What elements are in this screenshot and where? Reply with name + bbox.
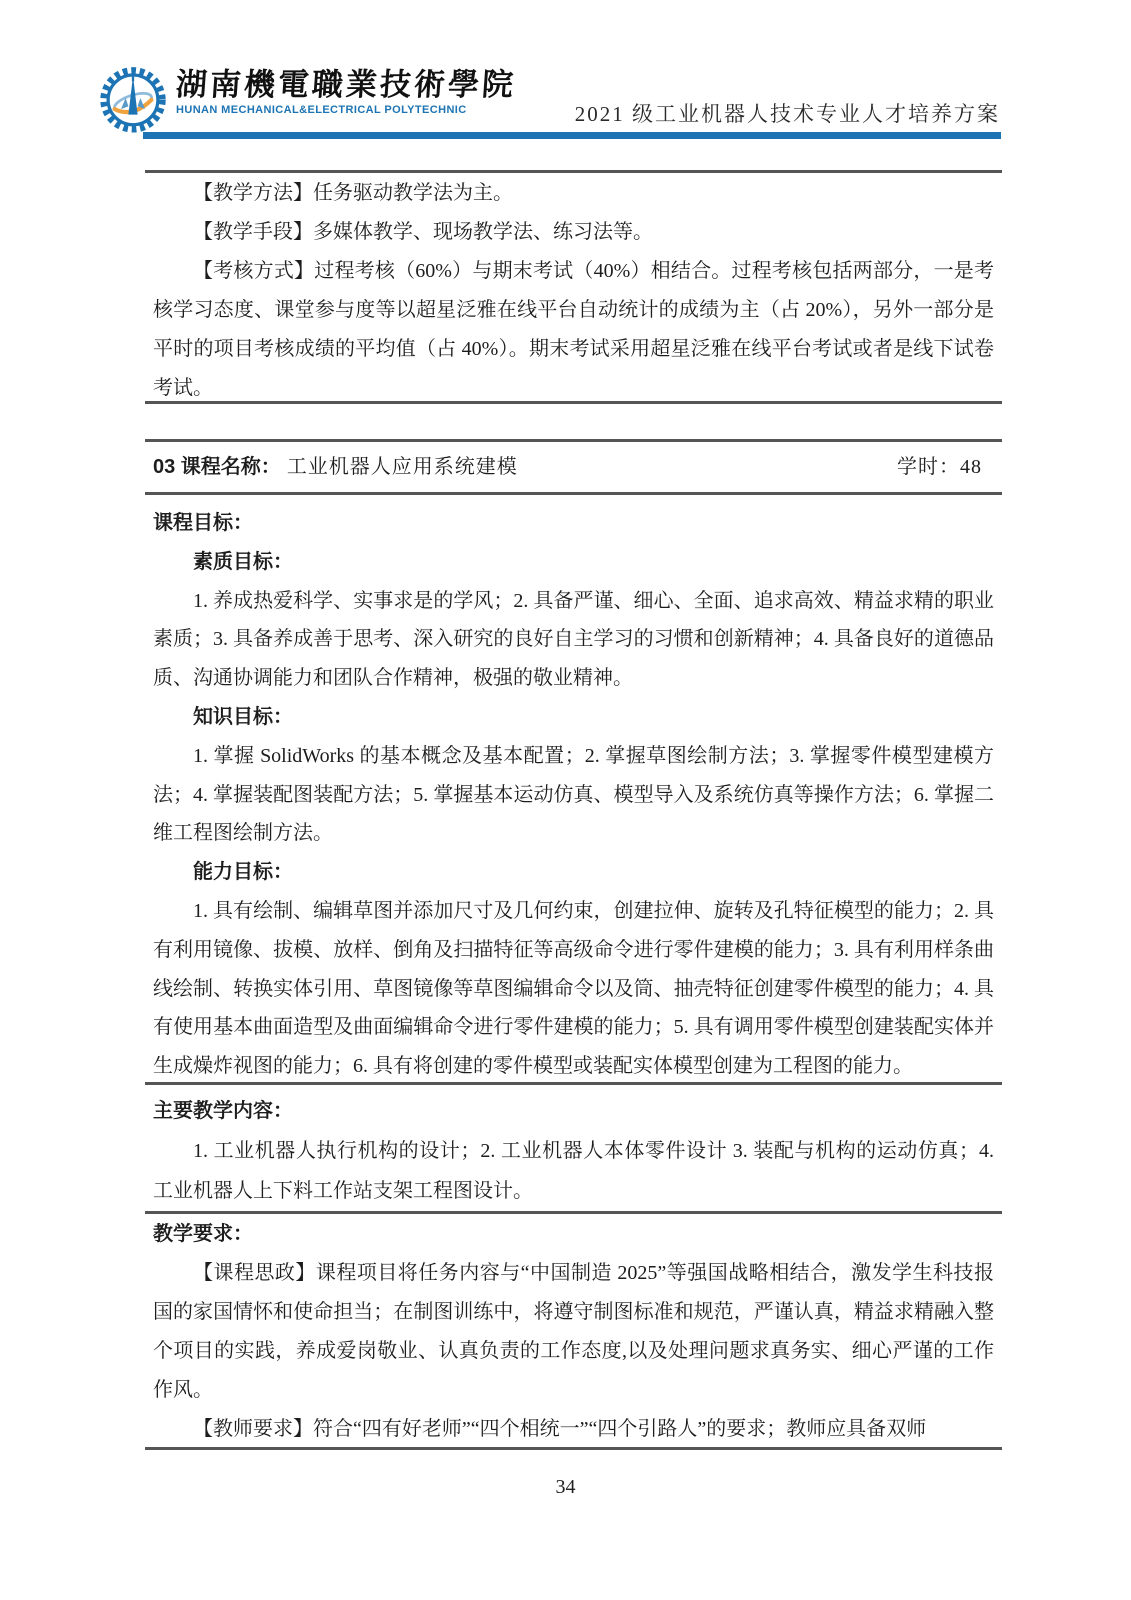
teaching-content-title: 主要教学内容： (153, 1100, 293, 1122)
document-title: 2021 级工业机器人技术专业人才培养方案 (574, 102, 1000, 126)
teaching-method-paragraph: 【教学方法】任务驱动教学法为主。 (193, 182, 513, 204)
assessment-methods-section (145, 170, 1002, 404)
teaching-requirements-section (145, 1214, 1002, 1450)
ability-objectives-text: 1. 具有绘制、编辑草图并添加尺寸及几何约束，创建拉伸、旋转及孔特征模型的能力；2. 具有利用镜像、拔模、放样、倒角及扫描特征等高级命令进行零件建模的能力；3. 具有利用样条曲线绘制、转换实体引用、草图镜像等草图编辑命令以及筒、抽壳特征创建零件模型的能力；4. 具有使用基本曲面造型及曲面编辑命令进行零件建模的能力；5. 具有调用零件模型创建装配实体并生成燥炸视图的能力；6. 具有将创建的零件模型或装配实体模型创建为工程图的能力。 (153, 899, 994, 1078)
course-title-group (153, 448, 518, 487)
school-logo (98, 60, 516, 136)
header-divider-rule (143, 132, 1001, 139)
course-ideology-paragraph: 【课程思政】课程项目将任务内容与“中国制造 2025”等强国战略相结合，激发学生科技报国的家国情怀和使命担当；在制图训练中，将遵守制图标准和规范，严谨认真，精益求精融入整个项目的实践，养成爱岗敬业、认真负责的工作态度,以及处理问题求真务实、细心严谨的工作作风。 (153, 1262, 994, 1401)
course-hours: 学时：48 (897, 455, 982, 478)
course-name: 工业机器人应用系统建模 (286, 455, 518, 478)
school-name-block (176, 60, 516, 116)
school-name-english: HUNAN MECHANICAL&ELECTRICAL POLYTECHNIC (176, 104, 467, 116)
ability-objectives-title: 能力目标： (193, 861, 293, 884)
knowledge-objectives-text: 1. 掌握 SolidWorks 的基本概念及基本配置；2. 掌握草图绘制方法；3. 掌握零件模型建模方法；4. 掌握装配图装配方法；5. 掌握基本运动仿真、模型导入及系统仿真等操作方法；6. 掌握二维工程图绘制方法。 (153, 744, 994, 845)
knowledge-objectives-title: 知识目标： (193, 705, 293, 728)
teaching-content-section (145, 1085, 1002, 1214)
course-objectives-section (145, 495, 1002, 1085)
quality-objectives-text: 1. 养成热爱科学、实事求是的学风；2. 具备严谨、细心、全面、追求高效、精益求精的职业素质；3. 具备养成善于思考、深入研究的良好自主学习的习惯和创新精神；4. 具备良好的道德品质、沟通协调能力和团队合作精神，极强的敬业精神。 (153, 589, 994, 690)
teaching-requirements-title: 教学要求： (153, 1223, 253, 1245)
quality-objectives-title: 素质目标： (193, 550, 293, 573)
teaching-means-paragraph: 【教学手段】多媒体教学、现场教学法、练习法等。 (193, 221, 653, 243)
assessment-mode-paragraph: 【考核方式】过程考核（60%）与期末考试（40%）相结合。过程考核包括两部分，一是考核学习态度、课堂参与度等以超星泛雅在线平台自动统计的成绩为主（占 20%），另外一部分是平时的项目考核成绩的平均值（占 40%）。期末考试采用超星泛雅在线平台考试或者是线下试卷考试。 (153, 260, 994, 399)
course-number-label: 03 课程名称： (153, 455, 281, 478)
school-gear-logo-icon (98, 60, 168, 136)
teaching-content-text: 1. 工业机器人执行机构的设计；2. 工业机器人本体零件设计 3. 装配与机构的运动仿真；4. 工业机器人上下料工作站支架工程图设计。 (153, 1140, 994, 1202)
objectives-title: 课程目标： (153, 512, 253, 534)
teacher-requirements-paragraph: 【教师要求】符合“四有好老师”“四个相统一”“四个引路人”的要求；教师应具备双师 (193, 1418, 927, 1440)
page-number: 34 (555, 1476, 576, 1498)
school-name-chinese: 湖南機電職業技術學院 (174, 67, 518, 102)
course-header-row (145, 439, 1002, 495)
